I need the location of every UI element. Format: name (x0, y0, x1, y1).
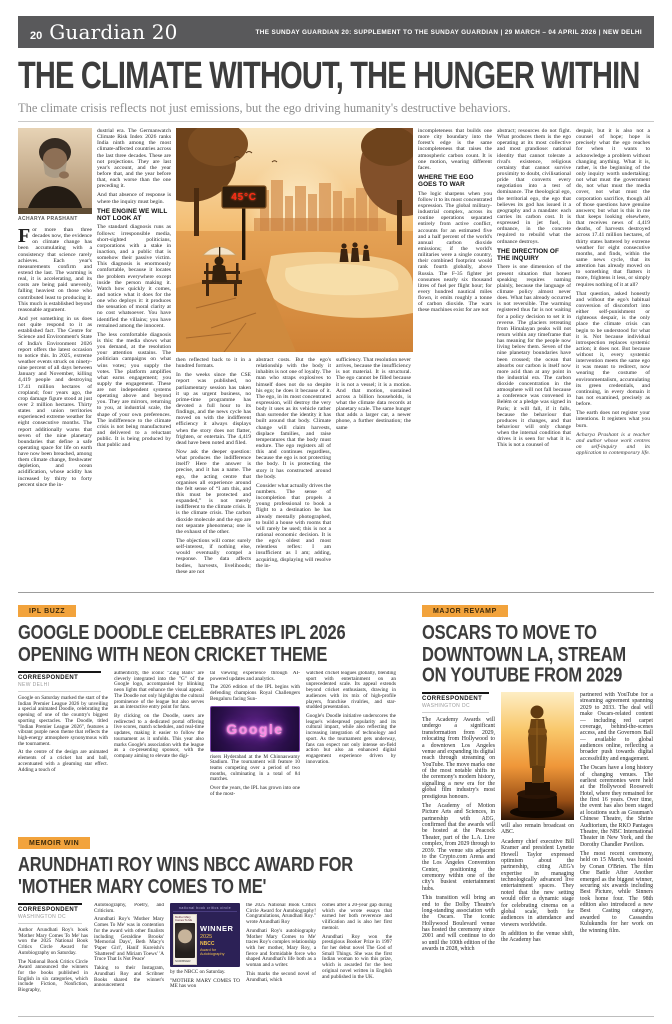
lead-column-2 (97, 128, 171, 585)
paragraph: "MOTHER MARY COMES TO ME has won (170, 977, 240, 990)
lead-column-1 (18, 128, 92, 585)
memoir-headline: ARUNDHATI ROY WINS NBCC AWARD FOR 'MOTHER MARY COMES TO ME' (18, 853, 354, 898)
book-title: Mother Mary Comes To Me (175, 915, 193, 923)
paragraph: That question, asked honestly and without the ego's habitual conversion of discomfort into either self-punishment or righteous despair, is the only place the climate crisis can begin to be understood for what it is. Not because individual introspection replaces systemic action; it does not. But because without it, every systemic intervention meets the same ego it was meant to redirect, now wearing the costume of environmentalism, accumulating its green credentials, and continuing, in every domain it has not examined, precisely as before. (576, 290, 650, 408)
paragraph: This marks the second novel of Arundhati, which (246, 970, 316, 983)
paragraph: sufficiency. That resolution never arrives, because the insufficiency is not material. It is structural. The ego cannot be filled because it is not a vessel; it is a motion. And that motion, sustained across a billion households, is what the climate data records at planetary scale. The same hunger that adds a larger car, a newer phone, a further destination; the same (336, 357, 411, 431)
paragraph: The 2026 edition of the IPL begins with defending champions Royal Challengers Bengaluru facing Sun- (210, 684, 300, 702)
lead-col8-text (576, 128, 650, 456)
ipl-byline (18, 671, 101, 692)
book-award-text (200, 914, 237, 965)
paragraph: The earth does not register your intentions. It registers what you burn. (576, 410, 650, 429)
ipl-body (18, 671, 408, 823)
brand-title: Guardian 20 (49, 20, 178, 44)
paragraph: incompleteness that builds one more city boundary into the forest's edge is the same incompleteness that raises the atmospheric carbon count. It is one motion, wearing different faces. (418, 128, 492, 171)
oscars-column-1 (422, 692, 495, 1010)
ipl-kicker-badge: IPL BUZZ (18, 605, 76, 617)
paragraph: comes after a 20-year gap during which she wrote essays that earned her both reverence and vilification and is also her first memoir. (322, 903, 392, 931)
ipl-column-1 (18, 671, 108, 823)
byline-name: CORRESPONDENT (422, 696, 483, 702)
lead-body (18, 128, 654, 585)
byline-location: WASHINGTON DC (422, 703, 470, 709)
lead-col3-text (176, 357, 251, 585)
google-doodle-logo: Google (226, 720, 284, 737)
memoir-column-1 (18, 903, 88, 1001)
book-thumbnail (173, 914, 197, 965)
author-photo (18, 128, 92, 214)
author-photo-art (18, 128, 92, 214)
paragraph: Consider what actually drives the numbers. The sense of incompletion that propels a young professional to book a flight to a destination he has already mentally photographed, to build a house with rooms that will rarely be used; this is not a rational economic decision. It is the ego's oldest and most relentless reflex: I am insufficient as I am; adding, acquiring, displaying will resolve the in- (256, 482, 331, 569)
lead-column-7 (497, 128, 571, 585)
memoir-kicker-badge: MEMOIR WIN (18, 837, 90, 849)
lead-column-8 (576, 128, 650, 585)
book-cover-image (170, 903, 240, 967)
winner-label: WINNER (200, 923, 234, 933)
page-number: 20 (30, 30, 43, 42)
paragraph: The Academy Awards will undergo a significant transformation from 2029, relocating from Hollywood to a downtown Los Angeles venue and expanding its digital reach through streaming on YouTube. The move marks one of the most notable shifts in the ceremony's modern history, signalling a new era for the global film industry's most prestigious honours. (422, 717, 495, 800)
oscars-headline: OSCARS TO MOVE TO DOWNTOWN LA, STREAM ON YOUTUBE FROM 2029 (422, 621, 626, 687)
paragraph: And that absence of response is where the inquiry must begin. (97, 192, 171, 205)
lead-col5-text (336, 357, 411, 585)
ipl-col3-text-bottom (210, 755, 300, 798)
oscars-article (422, 600, 654, 1010)
paragraph: the 2025 National Book Critics Circle Award for Autobiography! Congratulations, Arundhati Roy." wrote Arundhati Roy (246, 903, 316, 926)
ipl-headline: GOOGLE DOODLE CELEBRATES IPL 2026 OPENING WITH NEON CRICKET THEME (18, 621, 346, 666)
oscars-body (422, 692, 654, 1010)
byline-name: CORRESPONDENT (18, 675, 79, 681)
paragraph: tal viewing experience through AI-powered updates and analytics. (210, 671, 300, 682)
paragraph: By clicking on the Doodle, users are redirected to a dedicated portal offering live scores, match schedules, and real-time updates, making it easier to follow the tournament as it unfolds. This year also marks Google's association with the league as a co-presenting sponsor, with the company aiming to elevate the digi- (114, 713, 204, 760)
ipl-headline-wrap (18, 623, 408, 668)
paragraph: dustrial era. The Germanwatch Climate Risk Index 2026 ranks India ninth among the most climate-affected countries across the last three decades. These are not projections. They are last year's account, and the year before that, and the year before that, each worse than the one preceding it. (97, 128, 171, 190)
winner-org: NBCC (200, 940, 215, 947)
book-publisher: SCRIBNER (175, 959, 191, 963)
paragraph: then reflected back to it in a hundred formats. (176, 357, 251, 370)
memoir-byline (18, 903, 82, 924)
paragraph: The standard diagnosis runs as follows: irresponsible media, short-sighted politicians, corporations with a stake in inaction, and a public that is somehow their passive victim. This diagnosis is enormously comfortable, because it locates the problem everywhere except inside the person making it. Watch how quickly it comes, and notice what it does for the one who deploys it: it produces the sensation of moral clarity at no cost whatsoever. You have identified the villains; you have remained among the innocent. (97, 224, 171, 329)
ipl-column-3 (210, 671, 300, 823)
paragraph: At the centre of the design are animated elements of a cricket bat and ball, accentuated with a gleaming star effect. Adding a touch of (18, 749, 108, 773)
memoir-column-3 (170, 903, 240, 1001)
lead-story (18, 57, 654, 585)
paragraph: The most recent ceremony, held on 15 March, was hosted by Conan O'Brien. The film One Battle After Another emerged as the biggest winner, securing six awards including Best Picture, while Sinners took home four. The 98th edition also introduced a new Best Casting category, awarded to Cassandra Kulukundis for her work on the winning film. (580, 851, 653, 934)
google-doodle-image (210, 706, 300, 752)
paragraph: In addition to the venue shift, the Academy has (501, 931, 574, 944)
paragraph: risers Hyderabad at the M Chinnaswamy Stadium. The tournament will feature 10 teams competing over a period of two months, culminating in a total of 84 matches. (210, 753, 300, 783)
paragraph: authenticity, the iconic "Zing Bails" are cleverly integrated into the "G" of the Google logo, accompanied by blinking neon lights that enhance the visual appeal. The Doodle not only highlights the cultural prominence of the league but also serves as an interactive entry point for fans. (114, 671, 204, 711)
oscar-statuette-art (501, 692, 574, 820)
paragraph: will also remain broadcast on ABC. (501, 823, 574, 836)
paragraph: For more than three decades now, the evidence on climate change has been accumulating with a consistency that science rarely achieves. Each year's measurements confirm and extend the last. The warming is real, it is accelerating, and its costs are being paid unevenly, falling heaviest on those who contributed least to producing it. This much is established beyond reasonable argument. (18, 225, 92, 313)
lead-col7-text (497, 128, 571, 449)
author-endnote: Acharya Prashant is a teacher and author whose work centres on self-inquiry and its application to contemporary life. (576, 431, 650, 457)
bottom-zone (18, 600, 654, 1010)
paragraph: Now ask the deeper question: what produces the indifference itself? Here the answer is precise, and it has a name. The ego, the acting centre that organises all experience around the felt sense of “I am this, and this must be protected and expanded,” is not merely indifferent to the climate crisis. It is the climate crisis. The carbon dioxide molecule and the ego are not separate phenomena; one is the exhaust of the other. (176, 448, 251, 535)
lead-headline: THE CLIMATE WITHOUT, THE HUNGER WITHIN (18, 55, 640, 98)
oscar-statuette-image (501, 692, 574, 820)
book-portrait-art (175, 923, 195, 958)
oscars-column-3 (580, 692, 653, 1010)
lead-col1-text (18, 227, 92, 488)
paragraph: The less comfortable diagnosis is this: the media shows what you demand, at the resolution your attention sustains. The politician campaigns on what wins votes; you supply the votes. The platform amplifies what earns engagement; you supply the engagement. These are not independent systems operating above and beyond you. They are mirrors, returning to you, at industrial scale, the shape of your own preferences. The indifference to the climate crisis is not being manufactured and delivered to a reluctant public. It is being produced by that public and (97, 331, 171, 449)
paragraph: Google's Doodle initiative underscores the league's widespread popularity and its cultural impact, while also reflecting the increasing integration of technology and sport. As the tournament gets underway, fans can expect not only intense on-field action but also an enhanced digital engagement experience driven by innovation. (306, 713, 396, 765)
paragraph: by the NBCC on Saturday. (170, 969, 226, 975)
paragraph: despair, but it is also not a counsel of hope; hope is precisely what the ego reaches for when it wants to acknowledge a problem without changing anything. What it is, rather, is the beginning of the only inquiry worth undertaking: not what must the government do, not what must the media cover, not what must the corporation sacrifice, though all of those questions have genuine answers; but what is this in me that keeps looking elsewhere, that receives news of 4,419 deaths, of harvests destroyed across 17.41 million hectares, of thirty states battered by extreme weather for eight consecutive months, and finds, within the same news cycle, that its attention has already moved on to something that flatters it more, frightens it less, or simply requires nothing of it at all? (576, 128, 650, 288)
paragraph: The objections will come: surely self-interest, if nothing else, would eventually compel a response. The data affects bodies, harvests, livelihoods; these are not (176, 537, 251, 575)
paragraph: Academy chief executive Bill Kramer and president Lynette Howell Taylor expressed optimism about the partnership, citing AEG's expertise in managing technologically advanced live entertainment spaces. They noted that the new setting would offer a dynamic stage for celebrating cinema on a global scale, both for audiences in attendance and viewers worldwide. (501, 838, 574, 928)
paragraph: There is one dimension of the present situation that honest speaking requires naming plainly, because the language of climate policy almost never does. What has already occurred is not reversible. The warming registered thus far is not waiting for a policy decision to set it in reverse. The glaciers retreating from Himalayan peaks will not return within any timeframe that has meaning for the people now living below them. Seven of the nine planetary boundaries have been crossed; the ocean that absorbs our carbon is itself now more acid than at any point in the industrial era. The carbon dioxide concentration in the atmosphere will not fall because a conference was convened in Belém or a pledge was signed in Paris; it will fall, if it falls, because the behaviour that produces it changes, and that behaviour will only change when the internal condition that drives it is seen for what it is. This is not a counsel of (497, 264, 571, 449)
oscars-headline-wrap (422, 623, 654, 689)
paragraph: The Academy of Motion Picture Arts and Sciences, in partnership with AEG, confirmed that the awards will be hosted at the Peacock Theater, part of the L.A. Live complex, from 2029 through to 2039. The venue sits adjacent to the Crypto.com Arena and the Los Angeles Convention Center, positioning the ceremony within one of the city's busiest entertainment hubs. (422, 802, 495, 892)
oscars-col2-text (501, 823, 574, 944)
paragraph: The Oscars have a long history of changing venues. The earliest ceremonies were held at the Hollywood Roosevelt Hotel, where they remained for the first 16 years. Over time, the event has also been staged at locations such as Grauman's Chinese Theatre, the Shrine Auditorium, the RKO Pantages Theatre, the NBC International Theater in New York, and the Dorothy Chandler Pavilion. (580, 765, 653, 848)
byline-location: NEW DELHI (18, 682, 50, 688)
ipl-column-4 (306, 671, 396, 823)
climate-illustration-art (176, 128, 413, 352)
memoir-headline-wrap (18, 855, 408, 900)
paragraph: Arundhati Roy's autobiography 'Mother Mary Comes to Me' traces Roy's complex relationship with her mother, Mary Roy, a fierce and formidable force who shaped Arundhati's life both as a woman and a writer. (246, 927, 316, 969)
ipl-col3-text-top (210, 671, 300, 703)
paragraph: This transition will bring an end to the Dolby Theatre's long-standing association with the Oscars. The iconic Hollywood Boulevard venue has hosted the ceremony since 2001 and will continue to do so until the 100th edition of the awards in 2028, which (422, 895, 495, 953)
right-zone (422, 600, 654, 1010)
ipl-column-2 (114, 671, 204, 823)
paragraph: In the weeks since the CSE report was published, no parliamentary session has taken it up as urgent business, no prime-time programme has devoted a full hour to its findings, and the news cycle has moved on with the indifferent efficiency it always displays when the story does not flatter, frighten, or entertain. The 4,419 dead have been noted and filed. (176, 372, 251, 446)
oscars-byline (422, 692, 489, 713)
memoir-column-4 (246, 903, 316, 1001)
ipl-article (18, 600, 408, 823)
lead-middle-block (176, 128, 413, 585)
ipl-col1-text (18, 696, 108, 773)
memoir-article (18, 832, 408, 1001)
paragraph: partnered with YouTube for a streaming agreement spanning 2029 to 2033. The deal will make Oscars-related content — including red carpet coverage, behind-the-scenes access, and the Governors Ball — available to global audiences online, reflecting a broader push towards digital accessibility and engagement. (580, 692, 653, 762)
lead-headline-wrap (18, 57, 654, 98)
section-divider (18, 592, 654, 593)
winner-award: Award for Autobiography (200, 947, 225, 956)
memoir-body (18, 903, 408, 1001)
paragraph: watched cricket leagues globally, blending sport with entertainment on an unprecedented scale. Its appeal extends beyond cricket enthusiasts, drawing in audiences with its mix of high-profile players, franchise rivalries, and star-studded presentation. (306, 671, 396, 711)
left-zone (18, 600, 408, 1010)
paragraph: Over the years, the IPL has grown into one of the most- (210, 785, 300, 797)
lead-column-6 (418, 128, 492, 585)
paragraph: Arundhati Roy's 'Mother Mary Comes To Me' was in contention for the award with other finalists including Geraldine Brooks' 'Memorial Days', Beth Macy's 'Paper Girl', Hanif Kureishi's 'Shattered' and Miriam Toews' 'A Truce That Is Not Peace' (94, 916, 164, 963)
oscars-kicker-badge: MAJOR REVAMP (422, 605, 508, 617)
winner-year: 2025 (200, 933, 213, 940)
byline-name: CORRESPONDENT (18, 907, 79, 913)
column-subheading: WHERE THE EGO GOES TO WAR (418, 173, 474, 189)
paragraph: The logic sharpens when you follow it to its most concentrated expression. The global military-industrial complex, across its routine operations separated entirely from active conflict, accounts for an estimated five and a half percent of the world's annual carbon dioxide emissions; if the world's militaries were a single country, their combined footprint would rank fourth globally, above Russia. The F-35 fighter jet consumes nearly six thousand litres of fuel per flight hour; for every hundred nautical miles flown, it emits roughly a tonne of carbon dioxide. The wars these machines exist for are not (418, 190, 492, 314)
memoir-col1-text (18, 928, 88, 994)
lead-col4-text (256, 357, 331, 585)
paragraph: abstract; resources do not fight. What produces them is the ego operating at its most collective and most grandiose: national identity that cannot tolerate a rival's existence, religious certainty that cannot survive proximity to doubt, civilisational pride that converts every negotiation into a test of dominance. The theological ego, the territorial ego, the ego that believes its god has issued it a geography and a mandate: each carries its carbon cost. It is expressed in jet fuel, in ordnance, in the concrete required to rebuild what the ordnance destroys. (497, 128, 571, 245)
column-subheading: THE ENGINE WE WILL NOT LOOK AT (97, 207, 168, 223)
paragraph: Taking to their Instagram, Arundhati Roy and Scribner Books shared the winner's announcement (94, 965, 164, 989)
paragraph: Autobiography, Poetry, and Criticism. (94, 903, 164, 914)
paragraph: And yet something in us does not quite respond to it as established fact. The Centre for Science and Environment's State of India's Environment 2026 report offers the latest occasion to notice this. In 2025, extreme weather events struck on ninety-nine percent of all days between January and November, killing 4,419 people and destroying 17.41 million hectares of cropland; four years ago, the crop damage figure stood at just over 2 million hectares. Thirty states and union territories experienced extreme weather for eight consecutive months. The report additionally warns that seven of the nine planetary boundaries that define a safe operating space for life on earth have now been breached, among them climate change, freshwater depletion, and ocean acidification, whose acidity has increased by thirty to forty percent since the in- (18, 315, 92, 488)
author-caption: ACHARYA PRASHANT (18, 216, 78, 222)
paragraph: Google on Saturday marked the start of the Indian Premier League 2026 by unveiling a special animated Doodle, celebrating the opening of one of the country's biggest sporting spectacles. The Doodle, titled "Indian Premier League 2026", features a vibrant purple neon theme that reflects the high-energy atmosphere synonymous with the tournament. (18, 695, 108, 747)
masthead (18, 16, 654, 48)
page-bottom-rule (18, 1016, 654, 1017)
memoir-column-2 (94, 903, 164, 1001)
lead-under-image-columns (176, 357, 413, 585)
temperature-sign: 45°C (231, 191, 257, 203)
oscars-column-2 (501, 692, 574, 1010)
climate-illustration (176, 128, 413, 352)
memoir-column-5 (322, 903, 392, 1001)
lead-col2-text (97, 128, 171, 448)
book-cover-main (173, 912, 237, 965)
masthead-brand-block (30, 20, 178, 44)
column-subheading: THE DIRECTION OF THE INQUIRY (497, 247, 559, 263)
divider (18, 121, 654, 122)
edition-line: THE SUNDAY GUARDIAN 20: SUPPLEMENT TO THE SUNDAY GUARDIAN | 29 MARCH – 04 APRIL 2026 | NEW DELHI (255, 28, 642, 36)
paragraph: Author Arundhati Roy's book 'Mother Mary Comes To Me' has won the 2025 National Book Critics Circle Award for Autobiography on Saturday. (18, 927, 88, 956)
memoir-col3-text (170, 970, 240, 990)
lead-standfirst: The climate crisis reflects not just emissions, but the ego driving humanity's destructive behaviors. (18, 101, 511, 115)
byline-location: WASHINGTON DC (18, 914, 66, 920)
oscars-col1-text (422, 717, 495, 953)
paragraph: Arundhati Roy won the prestigious Booker Prize in 1997 for her debut novel The God of Small Things. She was the first Indian woman to win this prize, which is awarded for the best original novel written in English and published in the UK. (322, 933, 392, 980)
book-cover-series: national book critics circle (173, 906, 237, 912)
paragraph: abstract costs. But the ego's relationship with the body it inhabits is not one of loyalty. The man who straps explosives to himself does not do so despite his ego; he does it because of it. The ego, in its most concentrated expression, will destroy the very body it uses as its vehicle rather than surrender the identity it has built around that body. Climate change will claim harvests, displace families, and raise temperatures that the body must endure. The ego registers all of this and continues regardless, because the ego is not protecting the body. It is protecting the story it has constructed around the body. (256, 357, 331, 480)
paragraph: The National Book Critics Circle Award announced the winners for the books published in English in six categories, which include Fiction, Nonfiction, Biography, (18, 958, 88, 994)
lead-col6-text (418, 128, 492, 314)
